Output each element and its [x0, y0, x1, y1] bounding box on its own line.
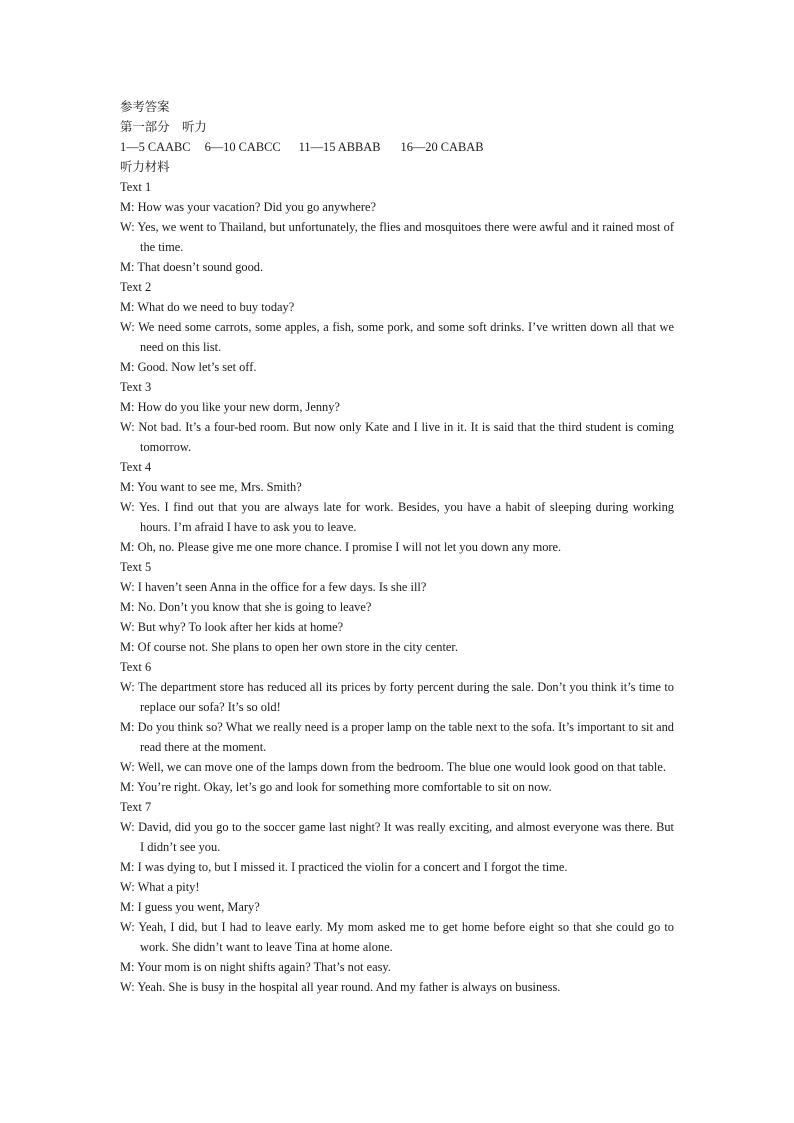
dialogue-text: How do you like your new dorm, Jenny?: [137, 400, 340, 414]
speaker-label: W:: [120, 980, 135, 994]
dialogue-line: [120, 817, 674, 857]
dialogue-text: You’re right. Okay, let’s go and look for something more comfortable to sit on now.: [137, 780, 552, 794]
text-label: Text 1: [120, 180, 152, 194]
dialogue-line: [120, 257, 674, 277]
text-label: Text 3: [120, 380, 152, 394]
speaker-label: M:: [120, 360, 135, 374]
answer-group: 11—15 ABBAB: [298, 140, 381, 154]
speaker-label: M:: [120, 900, 135, 914]
dialogue-text: We need some carrots, some apples, a fish, some pork, and some soft drinks. I’ve written down all that we need on this list.: [138, 320, 674, 354]
dialogue-text: Yeah. She is busy in the hospital all year round. And my father is always on business.: [137, 980, 561, 994]
dialogue-text: The department store has reduced all its prices by forty percent during the sale. Don’t you think it’s time to replace our sofa? It’s so old!: [137, 680, 674, 714]
answer-group: 16—20 CABAB: [400, 140, 484, 154]
dialogue-text: What do we need to buy today?: [137, 300, 295, 314]
speaker-label: M:: [120, 860, 135, 874]
speaker-label: M:: [120, 540, 135, 554]
dialogue-line: [120, 537, 674, 557]
dialogue-text: Yes, we went to Thailand, but unfortunately, the flies and mosquitoes there were awful and it rained most of the time.: [137, 220, 674, 254]
dialogue-text: I haven’t seen Anna in the office for a few days. Is she ill?: [137, 580, 427, 594]
dialogue-line: [120, 877, 674, 897]
text-label: Text 7: [120, 800, 152, 814]
dialogue-line: [120, 477, 674, 497]
speaker-label: W:: [120, 760, 135, 774]
text-label: Text 6: [120, 660, 152, 674]
speaker-label: M:: [120, 720, 135, 734]
dialogue-text: Of course not. She plans to open her own store in the city center.: [137, 640, 458, 654]
dialogue-text: Yeah, I did, but I had to leave early. My mom asked me to get home before eight so that she could go to work. She didn’t want to leave Tina at home alone.: [138, 920, 674, 954]
dialogue-line: [120, 917, 674, 957]
dialogue-line: [120, 317, 674, 357]
dialogue-text: Good. Now let’s set off.: [137, 360, 257, 374]
materials-heading: 听力材料: [120, 159, 170, 174]
answer-key: [120, 137, 674, 157]
dialogue-text: Not bad. It’s a four-bed room. But now only Kate and I live in it. It is said that the third student is coming tomorrow.: [138, 420, 674, 454]
dialogue-text: How was your vacation? Did you go anywhere?: [137, 200, 377, 214]
dialogue-line: [120, 957, 674, 977]
dialogue-line: [120, 597, 674, 617]
dialogue-line: [120, 677, 674, 717]
dialogue-text: You want to see me, Mrs. Smith?: [137, 480, 302, 494]
speaker-label: M:: [120, 780, 135, 794]
dialogue-text: David, did you go to the soccer game last night? It was really exciting, and almost everyone was there. But I didn’t see you.: [138, 820, 674, 854]
dialogue-text: Oh, no. Please give me one more chance. I promise I will not let you down any more.: [137, 540, 562, 554]
speaker-label: W:: [120, 220, 135, 234]
dialogue-line: [120, 577, 674, 597]
document-page: [120, 97, 674, 997]
dialogue-line: [120, 197, 674, 217]
speaker-label: M:: [120, 400, 135, 414]
speaker-label: W:: [120, 320, 135, 334]
text-label: Text 5: [120, 560, 152, 574]
dialogue-text: Well, we can move one of the lamps down from the bedroom. The blue one would look good on that table.: [137, 760, 666, 774]
dialogue-text: What a pity!: [137, 880, 200, 894]
speaker-label: M:: [120, 960, 135, 974]
section-heading: 第一部分 听力: [120, 119, 207, 134]
text-label: Text 4: [120, 460, 152, 474]
answer-group: 1—5 CAABC: [120, 140, 191, 154]
transcript: [120, 177, 674, 997]
dialogue-text: Do you think so? What we really need is a proper lamp on the table next to the sofa. It’s important to sit and read there at the moment.: [137, 720, 674, 754]
dialogue-line: [120, 977, 674, 997]
dialogue-text: I was dying to, but I missed it. I practiced the violin for a concert and I forgot the time.: [137, 860, 568, 874]
speaker-label: M:: [120, 260, 135, 274]
speaker-label: W:: [120, 500, 135, 514]
speaker-label: M:: [120, 200, 135, 214]
speaker-label: M:: [120, 300, 135, 314]
speaker-label: M:: [120, 640, 135, 654]
dialogue-line: [120, 777, 674, 797]
answer-group: 6—10 CABCC: [204, 140, 281, 154]
dialogue-text: But why? To look after her kids at home?: [137, 620, 344, 634]
dialogue-line: [120, 857, 674, 877]
dialogue-line: [120, 417, 674, 457]
text-label: Text 2: [120, 280, 152, 294]
dialogue-line: [120, 397, 674, 417]
dialogue-text: I guess you went, Mary?: [137, 900, 260, 914]
dialogue-line: [120, 497, 674, 537]
dialogue-text: Yes. I find out that you are always late for work. Besides, you have a habit of sleeping during working hours. I’m afraid I have to ask you to leave.: [138, 500, 674, 534]
dialogue-line: [120, 757, 674, 777]
speaker-label: W:: [120, 580, 135, 594]
speaker-label: W:: [120, 820, 135, 834]
speaker-label: W:: [120, 420, 135, 434]
speaker-label: M:: [120, 600, 135, 614]
dialogue-text: No. Don’t you know that she is going to leave?: [137, 600, 372, 614]
dialogue-text: Your mom is on night shifts again? That’s not easy.: [137, 960, 391, 974]
speaker-label: W:: [120, 880, 135, 894]
speaker-label: M:: [120, 480, 135, 494]
speaker-label: W:: [120, 680, 135, 694]
dialogue-line: [120, 217, 674, 257]
dialogue-line: [120, 297, 674, 317]
dialogue-line: [120, 637, 674, 657]
dialogue-line: [120, 357, 674, 377]
speaker-label: W:: [120, 920, 135, 934]
dialogue-line: [120, 617, 674, 637]
document-title: 参考答案: [120, 99, 170, 114]
dialogue-line: [120, 717, 674, 757]
dialogue-line: [120, 897, 674, 917]
speaker-label: W:: [120, 620, 135, 634]
dialogue-text: That doesn’t sound good.: [137, 260, 264, 274]
